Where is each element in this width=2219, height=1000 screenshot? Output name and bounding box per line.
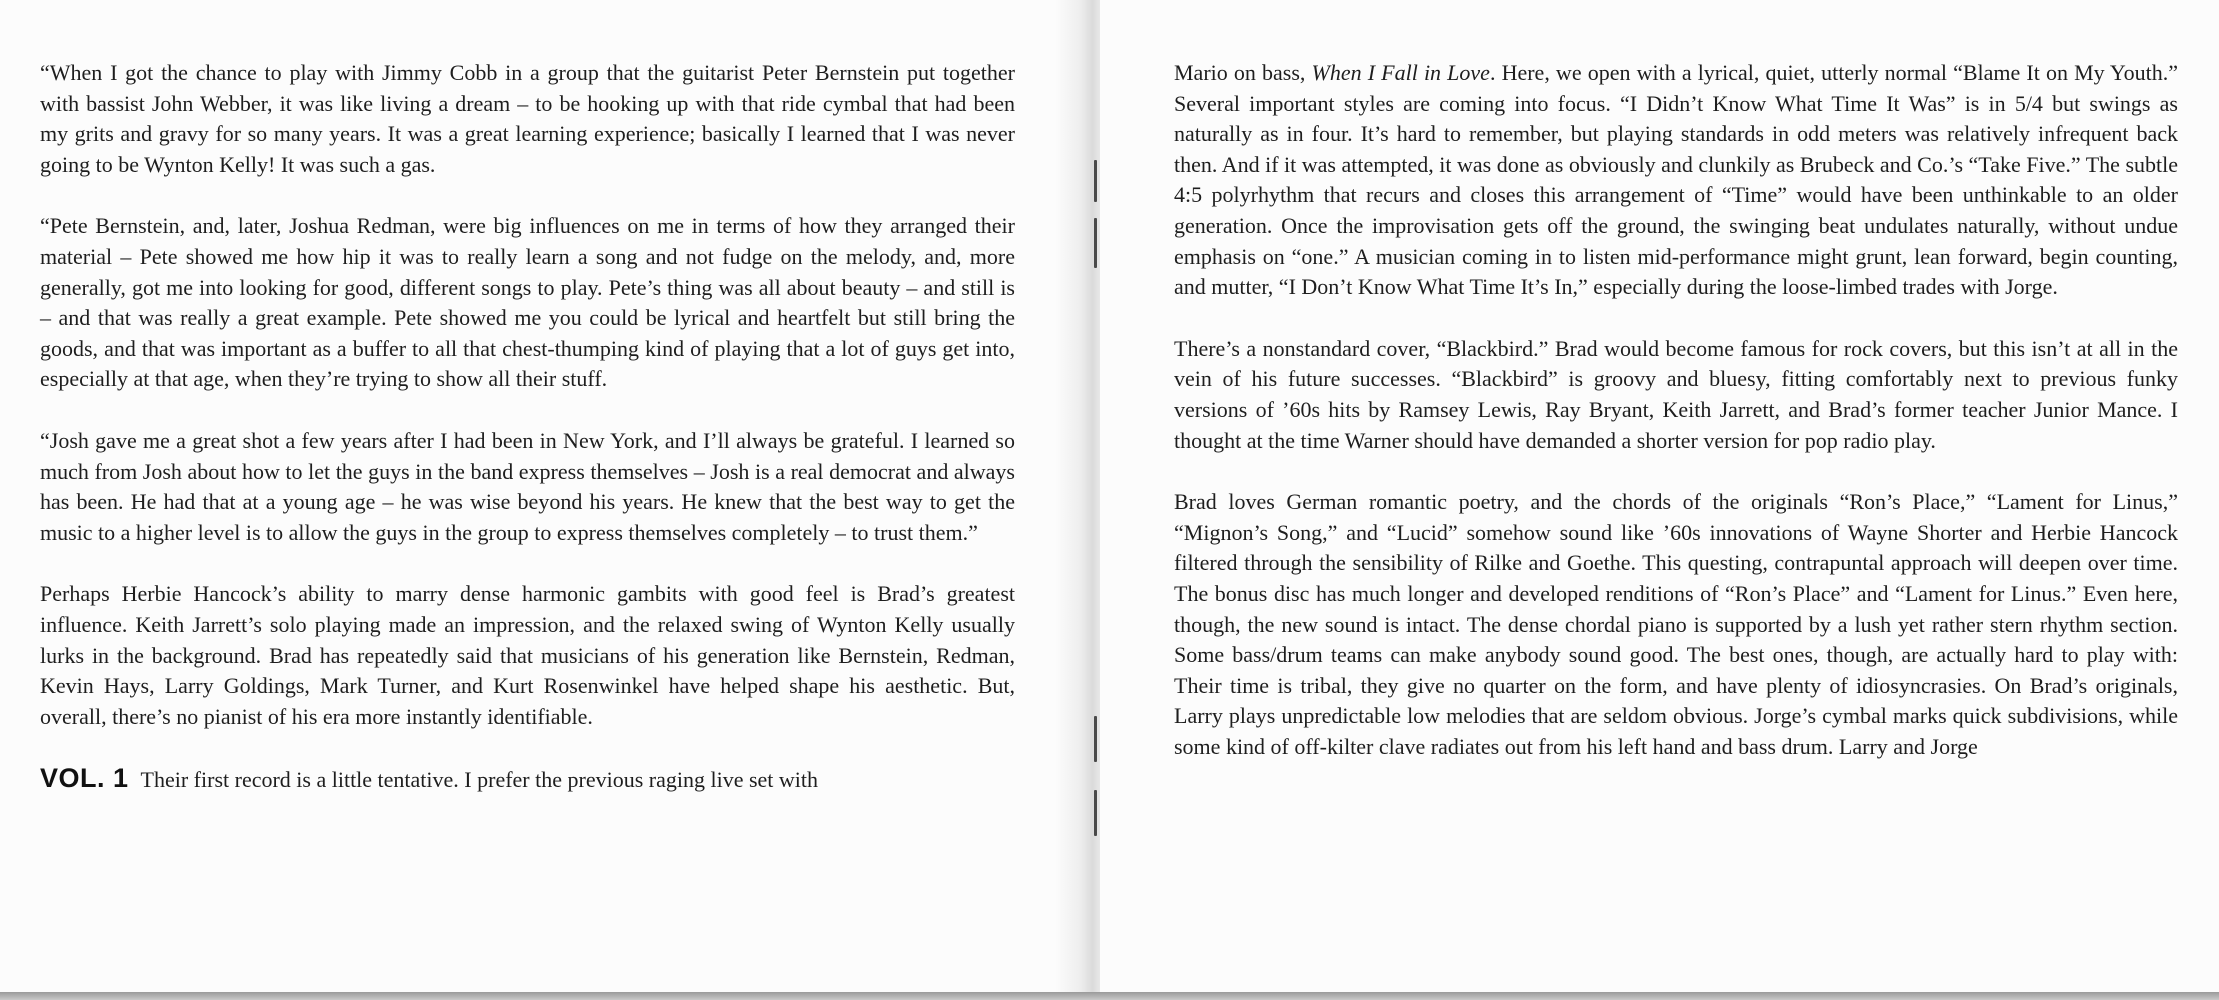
vol-1-paragraph (40, 763, 1015, 796)
left-text-column (40, 58, 1015, 796)
vol-1-text: Their first record is a little tentative. I prefer the previous raging live set with (140, 767, 819, 793)
binding-mark (1094, 160, 1097, 202)
quote-paragraph-redman: “Josh gave me a great shot a few years after I had been in New York, and I’ll always be grateful. I learned so much from Josh about how to let the guys in the band express themselves – Josh is a real democrat and always has been. He had that at a young age – he was wise beyond his years. He knew that the best way to get the music to a higher level is to allow the guys in the group to express themselves completely – to trust them.” (40, 427, 1015, 545)
quote-paragraph-cobb: “When I got the chance to play with Jimmy Cobb in a group that the guitarist Peter Bernstein put together with bassist John Webber, it was like living a dream – to be hooking up with that ride cymbal that had been my grits and gravy for so many years. It was a great learning experience; basically I learned that I was never going to be Wynton Kelly! It was such a gas. (40, 60, 1015, 177)
right-page (1100, 0, 2219, 992)
originals-paragraph: Brad loves German romantic poetry, and the chords of the originals “Ron’s Place,” “Lament for Linus,” “Mignon’s Song,” and “Lucid” somehow sound like ’60s innovations of Wayne Shorter and Herbie Hancock filtered through the sensibility of Rilke and Goethe. This questing, contrapuntal approach will deepen over time. The bonus disc has much longer and developed renditions of “Ron’s Place” and “Lament for Linus.” Even here, though, the new sound is intact. The dense chordal piano is supported by a lush yet rather stern rhythm section. Some bass/drum teams can make anybody sound good. The best ones, though, are actually hard to play with: Their time is tribal, they give no quarter on the form, and have plenty of idiosyncrasies. On Brad’s originals, Larry plays unpredictable low melodies that are seldom obvious. Jorge’s cymbal marks quick subdivisions, while some kind of off-kilter clave radiates out from his left hand and bass drum. Larry and Jorge (1174, 489, 2178, 759)
page-bottom-edge (0, 992, 2219, 1000)
binding-mark (1094, 790, 1097, 836)
binding-mark (1094, 716, 1097, 762)
quote-paragraph-bernstein: “Pete Bernstein, and, later, Joshua Redman, were big influences on me in terms of how they arranged their material – Pete showed me how hip it was to really learn a song and not fudge on the melody, and, more generally, got me into looking for good, different songs to play. Pete’s thing was all about beauty – and still is – and that was really a great example. Pete showed me you could be lyrical and heartfelt but still bring the goods, and that was important as a buffer to all that chest-thumping kind of playing that a lot of guys get into, especially at that age, when they’re trying to show all their stuff. (40, 213, 1015, 392)
left-page (0, 0, 1080, 992)
vol-1-heading: VOL. 1 (40, 763, 129, 794)
binding-mark (1094, 218, 1097, 268)
right-text-column (1174, 58, 2178, 762)
blackbird-paragraph: There’s a nonstandard cover, “Blackbird.” Brad would become famous for rock covers, but this isn’t at all in the vein of his future successes. “Blackbird” is groovy and bluesy, fitting comfortably next to previous funky versions of ’60s hits by Ramsey Lewis, Ray Bryant, Keith Jarrett, and Brad’s former teacher Junior Mance. I thought at the time Warner should have demanded a shorter version for pop radio play. (1174, 335, 2178, 453)
album-title: When I Fall in Love (1311, 60, 1490, 85)
influences-paragraph: Perhaps Herbie Hancock’s ability to marry dense harmonic gambits with good feel is Brad’s greatest influence. Keith Jarrett’s solo playing made an impression, and the relaxed swing of Wynton Kelly usually lurks in the background. Brad has repeatedly said that musicians of his generation like Bernstein, Redman, Kevin Hays, Larry Goldings, Mark Turner, and Kurt Rosenwinkel have helped shape his aesthetic. But, overall, there’s no pianist of his era more instantly identifiable. (40, 581, 1015, 729)
vol-1-continued-paragraph: Mario on bass, When I Fall in Love. Here, we open with a lyrical, quiet, utterly normal “Blame It on My Youth.” Several important styles are coming into focus. “I Didn’t Know What Time It Was” is in 5/4 but swings as naturally as in four. It’s hard to remember, but playing standards in odd meters was relatively infrequent back then. And if it was attempted, it was done as obviously and clunkily as Brubeck and Co.’s “Take Five.” The subtle 4:5 polyrhythm that recurs and closes this arrangement of “Time” would have been unthinkable to an older generation. Once the improvisation gets off the ground, the swinging beat undulates naturally, without undue emphasis on “one.” A musician coming in to listen mid-performance might grunt, lean forward, begin counting, and mutter, “I Don’t Know What Time It’s In,” especially during the loose-limbed trades with Jorge. (1174, 60, 2178, 300)
